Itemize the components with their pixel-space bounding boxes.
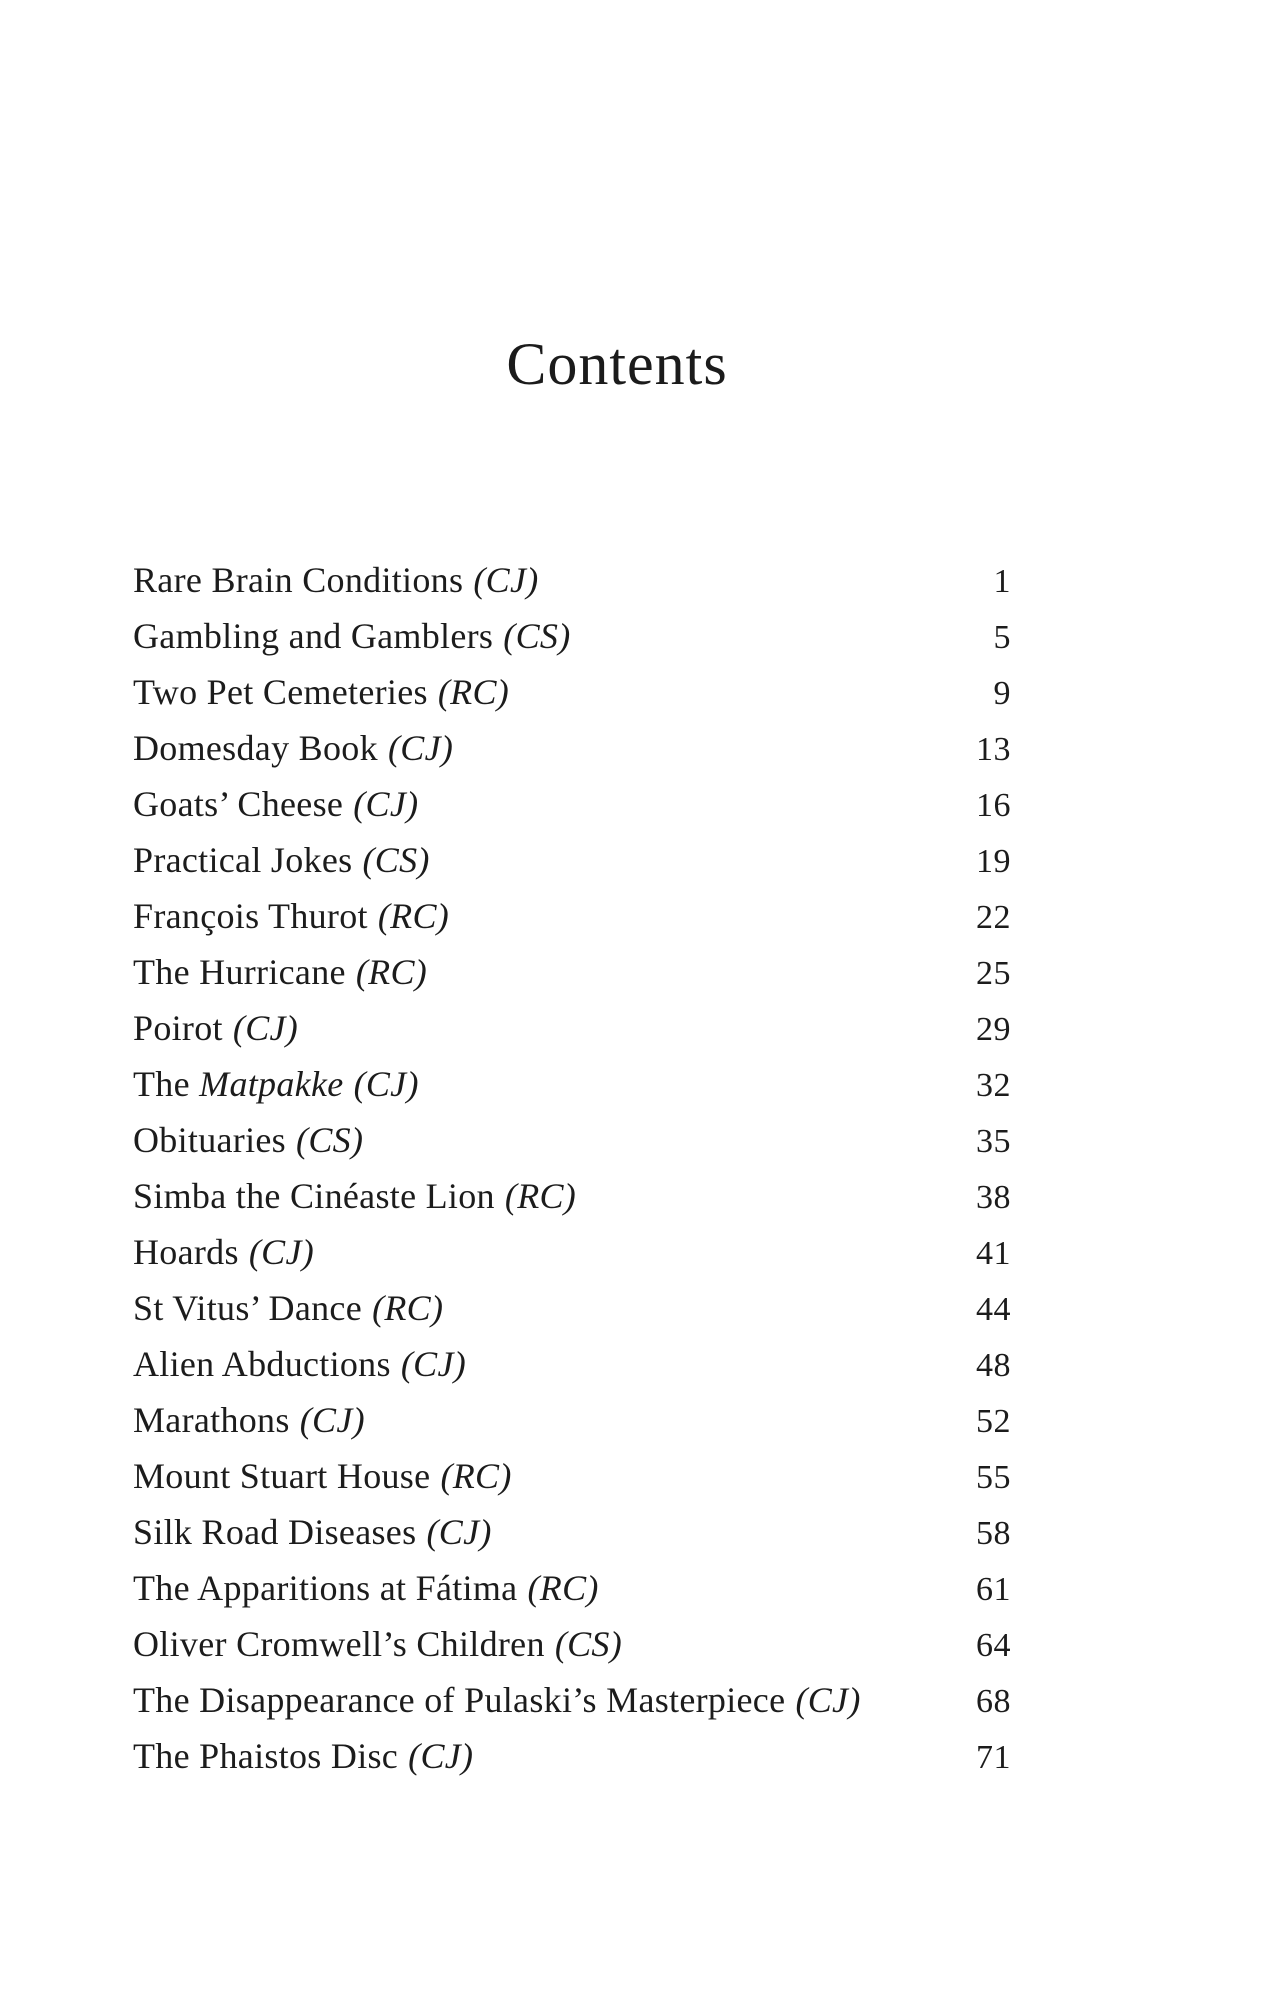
entry-page-number: 16 <box>976 787 1011 824</box>
toc-entry <box>133 664 1011 720</box>
entry-contributor-initials: (CJ) <box>299 1400 365 1440</box>
entry-page-number: 38 <box>976 1179 1011 1216</box>
entry-contributor-initials: (RC) <box>504 1176 577 1216</box>
entry-contributor-initials: (CJ) <box>387 728 454 768</box>
entry-title <box>133 1280 443 1336</box>
entry-title <box>133 944 427 1000</box>
entry-title <box>133 1560 599 1616</box>
toc-entry <box>133 1056 1011 1112</box>
entry-title <box>133 888 449 944</box>
entry-page-number: 1 <box>993 563 1011 600</box>
entry-page-number: 55 <box>976 1459 1011 1496</box>
entry-contributor-initials: (CJ) <box>353 784 419 824</box>
entry-title <box>133 1728 473 1784</box>
entry-contributor-initials: (CJ) <box>473 560 539 600</box>
entry-page-number: 71 <box>976 1739 1011 1776</box>
entry-title <box>133 1392 365 1448</box>
entry-title <box>133 1112 363 1168</box>
entry-page-number: 5 <box>993 619 1011 656</box>
entry-contributor-initials: (RC) <box>527 1568 599 1608</box>
table-of-contents <box>133 552 1011 1784</box>
entry-title-text: The Apparitions at Fátima <box>133 1568 518 1608</box>
toc-entry <box>133 1616 1011 1672</box>
entry-title <box>133 664 509 720</box>
entry-title <box>133 1168 576 1224</box>
toc-entry <box>133 1280 1011 1336</box>
entry-title-text: Marathons <box>133 1400 290 1440</box>
entry-page-number: 32 <box>976 1067 1011 1104</box>
entry-title-text: Obituaries <box>133 1120 286 1160</box>
entry-contributor-initials: (CS) <box>554 1624 623 1664</box>
entry-title-text: The <box>133 1064 200 1104</box>
toc-entry <box>133 1112 1011 1168</box>
entry-contributor-initials: (CJ) <box>353 1064 419 1104</box>
entry-contributor-initials: (CJ) <box>248 1232 315 1272</box>
entry-title-text: St Vitus’ Dance <box>133 1288 362 1328</box>
entry-title-text: Practical Jokes <box>133 840 353 880</box>
entry-title-text: Goats’ Cheese <box>133 784 344 824</box>
entry-contributor-initials: (CS) <box>296 1120 364 1160</box>
entry-title <box>133 776 418 832</box>
entry-contributor-initials: (CS) <box>503 616 571 656</box>
entry-title-text: Rare Brain Conditions <box>133 560 464 600</box>
entry-page-number: 19 <box>976 843 1011 880</box>
entry-page-number: 9 <box>993 675 1011 712</box>
entry-page-number: 13 <box>976 731 1011 768</box>
entry-page-number: 68 <box>976 1683 1011 1720</box>
entry-title-text: François Thurot <box>133 896 368 936</box>
entry-title-text: Hoards <box>133 1232 239 1272</box>
entry-contributor-initials: (RC) <box>377 896 450 936</box>
entry-title <box>133 720 453 776</box>
toc-entry <box>133 1168 1011 1224</box>
entry-contributor-initials: (CJ) <box>400 1344 467 1384</box>
entry-page-number: 64 <box>976 1627 1011 1664</box>
entry-title <box>133 1504 492 1560</box>
toc-entry <box>133 776 1011 832</box>
entry-title <box>133 1672 861 1728</box>
toc-entry <box>133 1504 1011 1560</box>
entry-title <box>133 1224 314 1280</box>
toc-entry <box>133 552 1011 608</box>
entry-page-number: 58 <box>976 1515 1011 1552</box>
entry-title <box>133 1616 622 1672</box>
entry-page-number: 35 <box>976 1123 1011 1160</box>
entry-contributor-initials: (CJ) <box>426 1512 492 1552</box>
entry-title <box>133 1448 512 1504</box>
toc-entry <box>133 1672 1011 1728</box>
entry-title-text: Oliver Cromwell’s Children <box>133 1624 545 1664</box>
entry-title-text: The Hurricane <box>133 952 346 992</box>
entry-title <box>133 1056 419 1112</box>
entry-title <box>133 552 539 608</box>
page-title: Contents <box>506 331 728 397</box>
toc-entry <box>133 1728 1011 1784</box>
entry-contributor-initials: (RC) <box>440 1456 512 1496</box>
entry-title-text: The Disappearance of Pulaski’s Masterpiece <box>133 1680 786 1720</box>
toc-entry <box>133 720 1011 776</box>
toc-entry <box>133 1392 1011 1448</box>
entry-title <box>133 832 430 888</box>
entry-title-text: Mount Stuart House <box>133 1456 431 1496</box>
entry-contributor-initials: (RC) <box>437 672 510 712</box>
entry-contributor-initials: (RC) <box>372 1288 444 1328</box>
toc-entry <box>133 1000 1011 1056</box>
toc-entry <box>133 944 1011 1000</box>
entry-title-text: Alien Abductions <box>133 1344 391 1384</box>
entry-page-number: 44 <box>976 1291 1011 1328</box>
entry-title-text: Simba the Cinéaste Lion <box>133 1176 495 1216</box>
toc-entry <box>133 888 1011 944</box>
entry-page-number: 41 <box>976 1235 1011 1272</box>
entry-contributor-initials: (CJ) <box>408 1736 474 1776</box>
toc-entry <box>133 1448 1011 1504</box>
entry-contributor-initials: (CJ) <box>232 1008 299 1048</box>
toc-entry <box>133 608 1011 664</box>
entry-title-italic-text: Matpakke <box>199 1064 344 1104</box>
entry-title-text: Silk Road Diseases <box>133 1512 417 1552</box>
entry-title-text: Poirot <box>133 1008 223 1048</box>
entry-page-number: 48 <box>976 1347 1011 1384</box>
entry-title <box>133 1336 466 1392</box>
toc-entry <box>133 1224 1011 1280</box>
toc-entry <box>133 832 1011 888</box>
entry-title-text: Gambling and Gamblers <box>133 616 494 656</box>
entry-page-number: 61 <box>976 1571 1011 1608</box>
entry-page-number: 25 <box>976 955 1011 992</box>
entry-page-number: 22 <box>976 899 1011 936</box>
entry-page-number: 29 <box>976 1011 1011 1048</box>
entry-page-number: 52 <box>976 1403 1011 1440</box>
entry-contributor-initials: (CS) <box>362 840 430 880</box>
entry-title-text: Domesday Book <box>133 728 378 768</box>
entry-contributor-initials: (CJ) <box>795 1680 861 1720</box>
entry-title-text: The Phaistos Disc <box>133 1736 399 1776</box>
entry-contributor-initials: (RC) <box>355 952 428 992</box>
toc-entry <box>133 1560 1011 1616</box>
entry-title <box>133 608 571 664</box>
toc-entry <box>133 1336 1011 1392</box>
entry-title <box>133 1000 298 1056</box>
entry-title-text: Two Pet Cemeteries <box>133 672 428 712</box>
